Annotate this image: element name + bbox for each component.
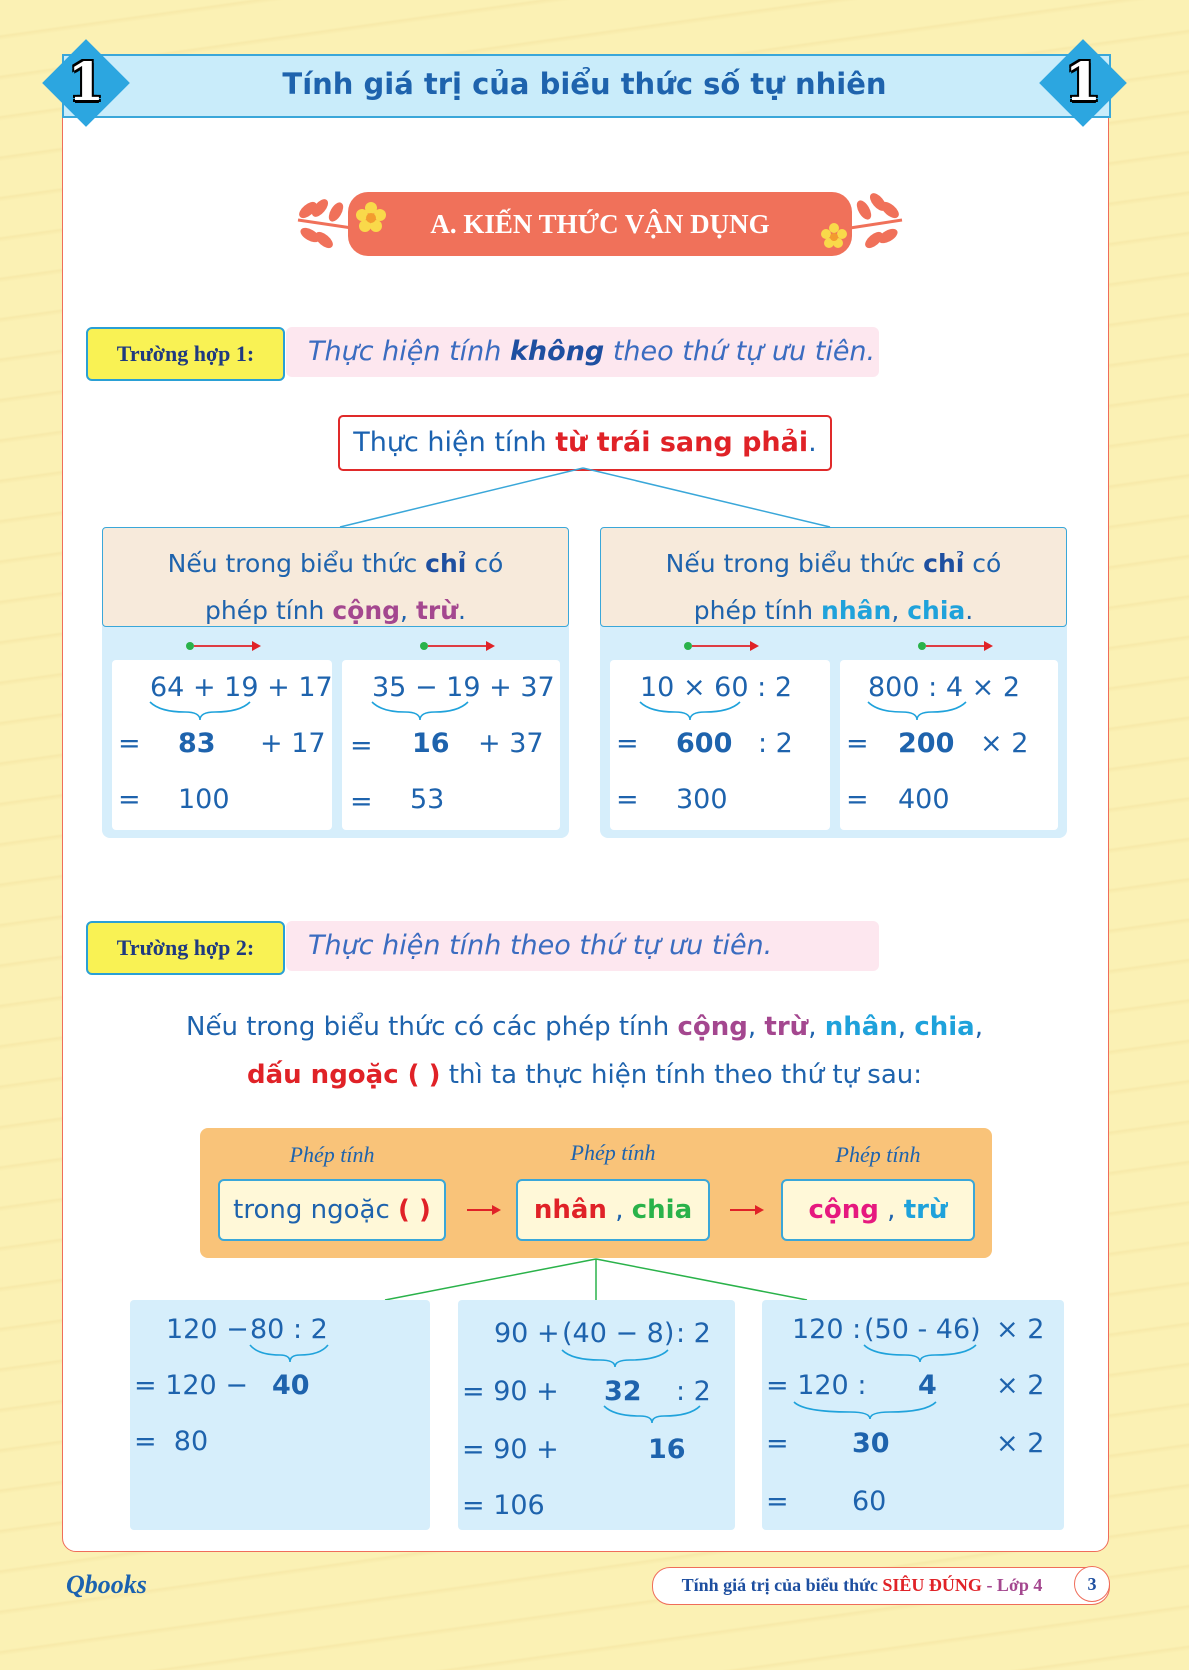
expression: 35 − 19 + 37 <box>372 672 555 703</box>
expression-part: = <box>766 1428 789 1459</box>
page-number: 3 <box>1074 1566 1110 1602</box>
expression-part: = <box>766 1486 789 1517</box>
expression-part: 80 : 2 <box>250 1314 328 1345</box>
addsub-condition: Nếu trong biểu thức chỉ có phép tính cộng, trừ. <box>102 527 569 627</box>
case2-description: Thực hiện tính theo thứ tự ưu tiên. <box>286 921 879 971</box>
expression-part: 120 : <box>792 1314 862 1345</box>
case2-intro-line2: dấu ngoặc ( ) thì ta thực hiện tính theo thứ tự sau: <box>246 1060 923 1090</box>
page-title: Tính giá trị của biểu thức số tự nhiên <box>282 67 887 101</box>
section-title: A. KIẾN THỨC VẬN DỤNG <box>430 209 770 239</box>
final-result: 53 <box>410 784 445 815</box>
intermediate-result: 30 <box>852 1428 890 1459</box>
intermediate-result: 600 <box>676 728 733 759</box>
left-number: 1 <box>67 52 105 113</box>
footer-book-title: Tính giá trị của biểu thức SIÊU ĐÚNG - Lớp 4 <box>681 1575 1043 1595</box>
expression-part: × 2 <box>996 1428 1045 1459</box>
final-result: 60 <box>852 1486 887 1517</box>
expression-part: : 2 <box>676 1318 711 1349</box>
step-add-subtract: cộng , trừ <box>781 1179 975 1241</box>
expression: 800 : 4 × 2 <box>868 672 1021 703</box>
final-result: 100 <box>178 784 230 815</box>
expression-part: (50 - 46) <box>864 1314 981 1345</box>
expression-part: × 2 <box>996 1314 1045 1345</box>
equals-sign: = <box>118 784 141 815</box>
remaining-expression: × 2 <box>980 728 1029 759</box>
case1-description: Thực hiện tính không theo thứ tự ưu tiên. <box>286 327 879 377</box>
final-result: 400 <box>898 784 950 815</box>
equals-sign: = <box>616 784 639 815</box>
case2-label: Trường hợp 2: <box>86 921 285 975</box>
order-caption: Phép tính <box>570 1140 656 1165</box>
expression-part: = 120 − <box>134 1370 248 1401</box>
case1-label: Trường hợp 1: <box>86 327 285 381</box>
intermediate-result: 40 <box>272 1370 310 1401</box>
expression: 64 + 19 + 17 <box>150 672 333 703</box>
case2-intro-line1: Nếu trong biểu thức có các phép tính cộng, trừ, nhân, chia, <box>186 1012 983 1042</box>
equals-sign: = <box>350 786 373 817</box>
expression-part: : 2 <box>676 1376 711 1407</box>
remaining-expression: : 2 <box>758 728 793 759</box>
order-caption: Phép tính <box>835 1142 921 1167</box>
remaining-expression: + 37 <box>478 728 544 759</box>
equals-sign: = <box>846 728 869 759</box>
expression: 10 × 60 : 2 <box>640 672 793 703</box>
final-result: = 80 <box>134 1426 209 1457</box>
step-parentheses: trong ngoặc ( ) <box>218 1179 446 1241</box>
expression-part: × 2 <box>996 1370 1045 1401</box>
expression-part: = 90 + <box>462 1434 559 1465</box>
intermediate-result: 4 <box>918 1370 937 1401</box>
right-number: 1 <box>1064 52 1102 113</box>
expression-part: 90 + <box>494 1318 560 1349</box>
rule-box: Thực hiện tính từ trái sang phải. <box>338 415 832 471</box>
intermediate-result: 16 <box>412 728 450 759</box>
order-caption: Phép tính <box>289 1142 375 1167</box>
expression-part: (40 − 8) <box>562 1318 675 1349</box>
equals-sign: = <box>350 730 373 761</box>
intermediate-result: 16 <box>648 1434 686 1465</box>
expression-part: 120 − <box>166 1314 249 1345</box>
intermediate-result: 83 <box>178 728 216 759</box>
final-result: 300 <box>676 784 728 815</box>
final-result: = 106 <box>462 1490 545 1521</box>
equals-sign: = <box>616 728 639 759</box>
muldiv-condition: Nếu trong biểu thức chỉ có phép tính nhân, chia. <box>600 527 1067 627</box>
expression-part: = 120 : <box>766 1370 867 1401</box>
publisher-logo: Qbooks <box>66 1570 147 1599</box>
intermediate-result: 200 <box>898 728 955 759</box>
equals-sign: = <box>118 728 141 759</box>
remaining-expression: + 17 <box>260 728 326 759</box>
step-multiply-divide: nhân , chia <box>516 1179 710 1241</box>
intermediate-result: 32 <box>604 1376 642 1407</box>
equals-sign: = <box>846 784 869 815</box>
expression-part: = 90 + <box>462 1376 559 1407</box>
